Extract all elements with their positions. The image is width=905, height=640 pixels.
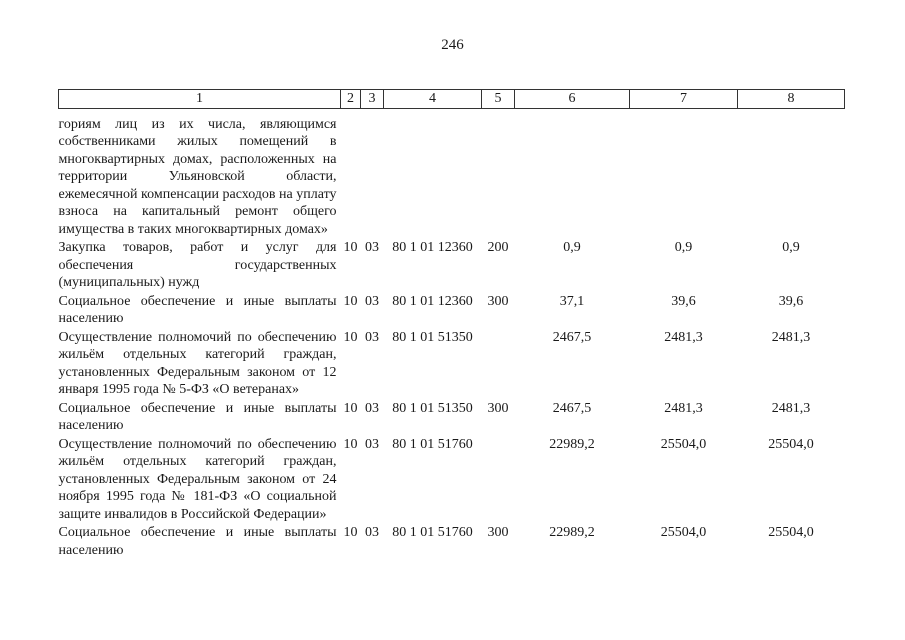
row-expense-type: 300 [487, 400, 509, 416]
row-subsection: 03 [365, 293, 379, 309]
row-value-col7: 0,9 [674, 240, 693, 255]
row-section: 10 [343, 400, 358, 416]
row-value-col8: 2481,3 [771, 400, 811, 416]
row-expense-type [482, 435, 515, 524]
row-name: гориям лиц из их числа, являющимся собственниками жилых помещений в многоквартирных домах, расположенных на территории Ульяновской области, ежемесячной компенсации расходов на уплату взноса на капитальный ремонт общего имущества в таких многоквартирных домах» [58, 116, 337, 237]
page-number: 246 [441, 37, 464, 53]
row-subsection: 03 [365, 329, 379, 345]
row-value-col8 [738, 108, 845, 238]
row-expense-type [482, 108, 515, 238]
row-target-article: 80 1 01 51350 [392, 400, 473, 416]
row-name: Социальное обеспечение и иные выплаты населению [58, 400, 337, 433]
row-target-article: 80 1 01 12360 [392, 240, 473, 255]
row-value-col8: 25504,0 [768, 525, 814, 540]
row-expense-type: 300 [487, 525, 509, 540]
row-value-col8: 39,6 [778, 293, 804, 309]
row-value-col7: 25504,0 [660, 436, 707, 452]
row-value-col7: 25504,0 [660, 525, 707, 540]
table-row [59, 108, 845, 238]
row-value-col8: 2481,3 [771, 329, 811, 345]
table-row [59, 328, 845, 399]
row-subsection: 03 [365, 436, 379, 452]
header-col-3: 3 [361, 90, 384, 109]
row-value-col6: 2467,5 [552, 400, 592, 416]
row-value-col6: 2467,5 [552, 329, 592, 345]
row-value-col6: 37,1 [559, 293, 585, 309]
table-row [59, 435, 845, 524]
row-value-col7: 39,6 [671, 293, 696, 309]
row-value-col6 [515, 108, 630, 238]
row-value-col6: 0,9 [563, 240, 581, 255]
row-subsection: 03 [365, 400, 379, 416]
row-value-col7 [630, 108, 738, 238]
row-value-col8: 25504,0 [768, 436, 814, 452]
header-col-1: 1 [59, 90, 341, 109]
header-col-7: 7 [630, 90, 738, 109]
table-row [59, 238, 845, 292]
table-row [59, 523, 845, 559]
row-section: 10 [343, 240, 358, 255]
table-row [59, 292, 845, 328]
row-expense-type: 200 [487, 240, 509, 255]
row-target-article: 80 1 01 51760 [392, 436, 473, 452]
row-subsection [361, 108, 384, 238]
row-subsection: 03 [365, 525, 379, 540]
row-section [341, 108, 361, 238]
header-col-2: 2 [341, 90, 361, 109]
row-expense-type: 300 [487, 293, 509, 309]
row-value-col6: 22989,2 [549, 436, 595, 452]
row-subsection: 03 [365, 240, 379, 255]
row-target-article [384, 108, 482, 238]
table-header-row [59, 90, 845, 109]
row-target-article: 80 1 01 12360 [392, 293, 473, 309]
header-col-4: 4 [384, 90, 482, 109]
row-target-article: 80 1 01 51760 [392, 525, 473, 540]
row-name: Социальное обеспечение и иные выплаты населению [58, 293, 337, 326]
row-target-article: 80 1 01 51350 [392, 329, 473, 345]
row-value-col7: 2481,3 [664, 400, 703, 416]
row-name: Осуществление полномочий по обеспечению жильём отдельных категорий граждан, установленных Федеральным законом от 24 ноября 1995 года № 181-ФЗ «О социальной защите инвалидов в Российской Федерации» [58, 436, 337, 522]
table-row [59, 399, 845, 435]
row-section: 10 [343, 329, 358, 345]
budget-table [58, 89, 845, 559]
row-value-col8: 0,9 [782, 240, 800, 255]
row-section: 10 [343, 293, 358, 309]
row-name: Закупка товаров, работ и услуг для обеспечения государственных (муниципальных) нужд [58, 240, 337, 290]
row-expense-type [482, 328, 515, 399]
header-col-6: 6 [515, 90, 630, 109]
row-value-col6: 22989,2 [549, 525, 595, 540]
row-name: Осуществление полномочий по обеспечению жильём отдельных категорий граждан, установленных Федеральным законом от 12 января 1995 года № 5-ФЗ «О ветеранах» [58, 329, 337, 397]
row-value-col7: 2481,3 [664, 329, 703, 345]
row-section: 10 [343, 436, 358, 452]
row-name: Социальное обеспечение и иные выплаты населению [58, 525, 337, 558]
header-col-5: 5 [482, 90, 515, 109]
header-col-8: 8 [738, 90, 845, 109]
row-section: 10 [343, 525, 358, 540]
